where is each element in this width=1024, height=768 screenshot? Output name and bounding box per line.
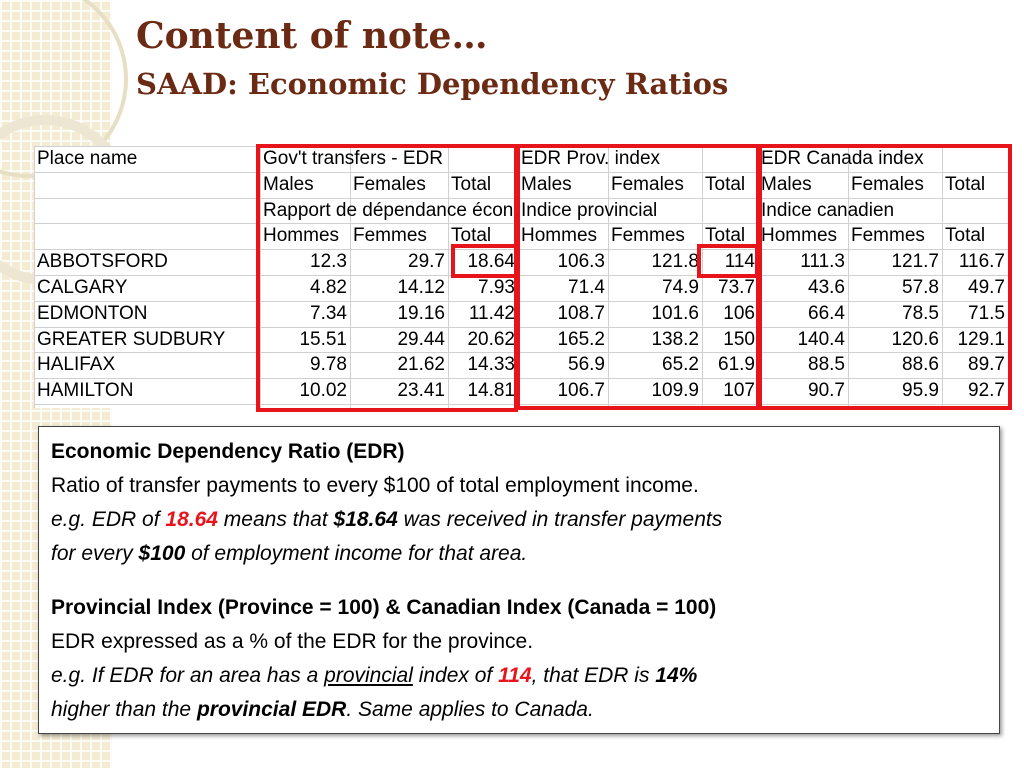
table-cell: 71.5 — [968, 303, 1005, 324]
table-row-place: HAMILTON — [37, 380, 134, 401]
table-cell: 78.5 — [902, 303, 939, 324]
table-header-cell: Total — [945, 174, 986, 195]
table-cell: 90.7 — [808, 380, 845, 401]
edr-description: Ratio of transfer payments to every $100 of total employment income. — [51, 474, 699, 497]
table-row-place: EDMONTON — [37, 303, 148, 324]
edr-example-line2: for every $100 of employment income for that area. — [51, 542, 528, 565]
table-cell: 14.12 — [397, 277, 445, 298]
table-cell: 4.82 — [310, 277, 347, 298]
table-header-cell: Total — [705, 174, 746, 195]
table-cell: 106.3 — [557, 251, 605, 272]
table-cell: 109.9 — [651, 380, 699, 401]
table-row-place: CALGARY — [37, 277, 128, 298]
table-cell: 49.7 — [968, 277, 1005, 298]
table-cell: 138.2 — [651, 329, 699, 350]
index-example-line1: e.g. If EDR for an area has a provincial index of 114, that EDR is 14% — [51, 664, 698, 687]
table-header-cell: Males — [263, 174, 314, 195]
table-cell: 23.41 — [397, 380, 445, 401]
table-header-cell: EDR Prov. index — [521, 148, 661, 169]
table-cell: 140.4 — [797, 329, 845, 350]
table-cell: 114 — [724, 251, 755, 272]
highlight-box-edr-columns — [256, 144, 518, 412]
table-cell: 88.6 — [902, 354, 939, 375]
table-cell: 74.9 — [662, 277, 699, 298]
table-cell: 120.6 — [891, 329, 939, 350]
index-heading: Provincial Index (Province = 100) & Canadian Index (Canada = 100) — [51, 596, 717, 619]
table-cell: 106.7 — [557, 380, 605, 401]
table-cell: 29.44 — [397, 329, 445, 350]
index-description: EDR expressed as a % of the EDR for the province. — [51, 630, 534, 653]
table-header-cell: Total — [705, 225, 746, 246]
table-header-cell: Males — [761, 174, 812, 195]
highlight-box-prov-index-value — [697, 244, 759, 278]
table-header-cell: EDR Canada index — [761, 148, 924, 169]
table-header-cell: Males — [521, 174, 572, 195]
table-header-cell: Females — [353, 174, 426, 195]
table-cell: 165.2 — [557, 329, 605, 350]
table-header-cell: Females — [851, 174, 924, 195]
table-cell: 116.7 — [958, 251, 1005, 272]
highlight-box-edr-value — [451, 244, 518, 278]
slide-title: Content of note… — [136, 15, 488, 57]
table-cell: 95.9 — [902, 380, 939, 401]
table-header-cell: Femmes — [611, 225, 685, 246]
table-cell: 71.4 — [568, 277, 605, 298]
edr-example-line1: e.g. EDR of 18.64 means that $18.64 was received in transfer payments — [51, 508, 723, 531]
table-cell: 61.9 — [718, 354, 755, 375]
table-header-cell: Place name — [37, 148, 138, 169]
table-cell: 129.1 — [957, 329, 1005, 350]
table-header-cell: Femmes — [353, 225, 427, 246]
table-cell: 12.3 — [310, 251, 347, 272]
table-cell: 57.8 — [902, 277, 939, 298]
edr-example-value: 18.64 — [165, 508, 218, 531]
table-cell: 10.02 — [299, 380, 347, 401]
table-cell: 14.33 — [467, 354, 515, 375]
table-cell: 92.7 — [968, 380, 1005, 401]
table-cell: 73.7 — [718, 277, 755, 298]
table-cell: 11.42 — [468, 303, 515, 324]
table-cell: 106 — [723, 303, 755, 324]
table-cell: 107 — [723, 380, 755, 401]
table-cell: 43.6 — [808, 277, 845, 298]
table-cell: 89.7 — [968, 354, 1005, 375]
table-header-cell: Hommes — [263, 225, 340, 246]
table-cell: 111.3 — [800, 251, 845, 272]
table-cell: 56.9 — [568, 354, 605, 375]
slide-subtitle: SAAD: Economic Dependency Ratios — [136, 67, 729, 101]
table-row-place: ABBOTSFORD — [37, 251, 168, 272]
table-header-cell: Total — [451, 174, 492, 195]
table-row-place: GREATER SUDBURY — [37, 329, 226, 350]
table-cell: 65.2 — [662, 354, 699, 375]
table-cell: 108.7 — [557, 303, 605, 324]
table-cell: 18.64 — [467, 251, 515, 272]
table-cell: 15.51 — [299, 329, 347, 350]
highlight-box-canada-index-columns — [758, 144, 1012, 410]
table-cell: 101.6 — [651, 303, 699, 324]
table-header-cell: Gov't transfers - EDR — [263, 148, 443, 169]
table-cell: 20.62 — [467, 329, 515, 350]
table-header-cell: Hommes — [521, 225, 598, 246]
index-example-line2: higher than the provincial EDR. Same applies to Canada. — [51, 698, 594, 721]
table-cell: 150 — [723, 329, 755, 350]
table-cell: 7.34 — [310, 303, 347, 324]
table-header-cell: Rapport de dépendance écon — [263, 200, 514, 221]
table-cell: 19.16 — [397, 303, 445, 324]
table-cell: 9.78 — [310, 354, 347, 375]
table-header-cell: Femmes — [851, 225, 925, 246]
edr-heading: Economic Dependency Ratio (EDR) — [51, 440, 405, 463]
table-cell: 29.7 — [408, 251, 445, 272]
table-header-cell: Total — [945, 225, 986, 246]
table-cell: 21.62 — [397, 354, 445, 375]
index-example-value: 114 — [498, 664, 532, 687]
table-cell: 88.5 — [808, 354, 845, 375]
table-header-cell: Indice canadien — [761, 200, 895, 221]
table-cell: 121.7 — [891, 251, 939, 272]
definition-box — [38, 426, 1000, 734]
table-cell: 7.93 — [478, 277, 515, 298]
table-header-cell: Total — [451, 225, 492, 246]
table-cell: 121.8 — [651, 251, 699, 272]
table-header-cell: Females — [611, 174, 684, 195]
table-cell: 14.81 — [467, 380, 515, 401]
table-cell: 66.4 — [808, 303, 845, 324]
table-row-place: HALIFAX — [37, 354, 116, 375]
table-header-cell: Hommes — [761, 225, 838, 246]
table-header-cell: Indice provincial — [521, 200, 658, 221]
